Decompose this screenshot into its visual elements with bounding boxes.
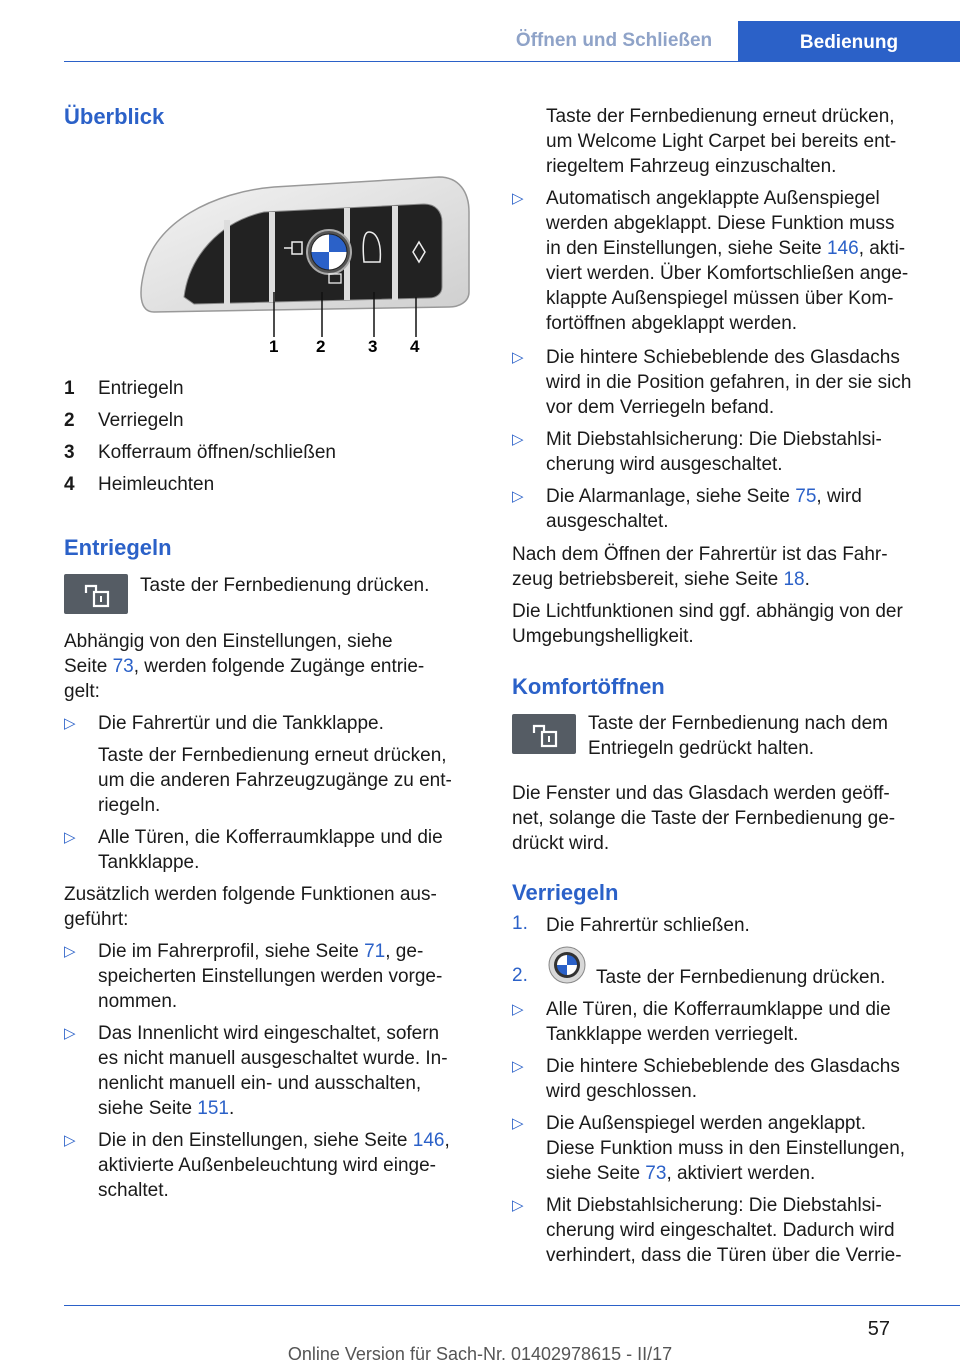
paragraph: Nach dem Öffnen der Fahrertür ist das Fahr- xyxy=(512,544,888,565)
unlock-button-icon xyxy=(512,714,576,754)
paragraph: siehe Seite 73, aktiviert werden. xyxy=(546,1163,816,1184)
paragraph: Zusätzlich werden folgende Funktionen aus- xyxy=(64,884,437,905)
paragraph: Diese Funktion muss in den Einstellungen, xyxy=(546,1138,906,1159)
paragraph: klappte Außenspiegel müssen über Kom- xyxy=(546,288,894,309)
comfort-heading: Komfortöffnen xyxy=(512,674,665,699)
paragraph: cherung wird ausgeschaltet. xyxy=(546,454,783,475)
page-link[interactable]: 146 xyxy=(412,1130,445,1151)
bmw-button-icon xyxy=(548,946,586,984)
bullet-marker-icon: ▷ xyxy=(512,1197,524,1214)
page-link[interactable]: 73 xyxy=(112,656,134,677)
figure-label-1: 1 xyxy=(269,337,279,356)
paragraph: speicherten Einstellungen werden vorge- xyxy=(98,966,443,987)
legend-text: Heimleuchten xyxy=(98,474,215,495)
header-divider xyxy=(64,61,960,62)
page-link[interactable]: 71 xyxy=(364,941,386,962)
bullet-marker-icon: ▷ xyxy=(64,943,76,960)
legend-num: 4 xyxy=(64,474,75,495)
paragraph: Umgebungshelligkeit. xyxy=(512,626,694,647)
paragraph: es nicht manuell ausgeschaltet wurde. In- xyxy=(98,1048,448,1069)
paragraph: vor dem Verriegeln befand. xyxy=(546,397,775,418)
page-link[interactable]: 18 xyxy=(783,569,805,590)
overview-heading: Überblick xyxy=(64,104,165,129)
paragraph: siehe Seite 151. xyxy=(98,1098,235,1119)
paragraph: Die Fenster und das Glasdach werden geöff- xyxy=(512,783,890,804)
paragraph: Taste der Fernbedienung nach dem xyxy=(588,713,888,734)
paragraph: Die Fahrertür schließen. xyxy=(546,915,750,936)
paragraph: drückt wird. xyxy=(512,833,610,854)
bullet-marker-icon: ▷ xyxy=(64,1132,76,1149)
paragraph: Taste der Fernbedienung drücken. xyxy=(596,967,886,988)
paragraph: fortöffnen abgeklappt werden. xyxy=(546,313,798,334)
online-version-note: Online Version für Sach-Nr. 01402978615 - II/17 xyxy=(287,1344,673,1364)
paragraph: werden abgeklappt. Diese Funktion muss xyxy=(546,213,895,234)
page-link[interactable]: 151 xyxy=(197,1098,229,1119)
step-number: 2. xyxy=(512,965,528,986)
paragraph: ausgeschaltet. xyxy=(546,511,669,532)
paragraph: wird geschlossen. xyxy=(546,1081,698,1102)
paragraph: geführt: xyxy=(64,909,129,930)
bullet-marker-icon: ▷ xyxy=(64,715,76,732)
legend-text: Kofferraum öffnen/schließen xyxy=(98,442,336,463)
figure-label-3: 3 xyxy=(368,337,378,356)
bullet-marker-icon: ▷ xyxy=(512,349,524,366)
paragraph: Taste der Fernbedienung erneut drücken, xyxy=(546,106,895,127)
paragraph: viert werden. Über Komfortschließen ange- xyxy=(546,263,909,284)
paragraph: gelt: xyxy=(64,681,100,702)
header-tab: Bedienung xyxy=(738,21,960,62)
legend-num: 1 xyxy=(64,378,75,399)
figure-label-4: 4 xyxy=(410,337,420,356)
legend-text: Verriegeln xyxy=(98,410,184,431)
paragraph: um Welcome Light Carpet bei bereits ent- xyxy=(546,131,897,152)
step-number: 1. xyxy=(512,913,528,934)
bullet-marker-icon: ▷ xyxy=(512,1058,524,1075)
paragraph: zeug betriebsbereit, siehe Seite 18. xyxy=(512,569,810,590)
paragraph: in den Einstellungen, siehe Seite 146, akti- xyxy=(546,238,906,259)
bullet-marker-icon: ▷ xyxy=(512,431,524,448)
page-header xyxy=(0,0,960,62)
bullet-marker-icon: ▷ xyxy=(512,1115,524,1132)
paragraph: Die Lichtfunktionen sind ggf. abhängig von der xyxy=(512,601,903,622)
footer-divider xyxy=(64,1305,960,1306)
legend-num: 3 xyxy=(64,442,75,463)
unlock-button-icon xyxy=(64,574,128,614)
unlock-heading: Entriegeln xyxy=(64,535,172,560)
paragraph: net, solange die Taste der Fernbedienung ge- xyxy=(512,808,896,829)
paragraph: Taste der Fernbedienung erneut drücken, xyxy=(98,745,447,766)
legend-num: 2 xyxy=(64,410,75,431)
bullet-marker-icon: ▷ xyxy=(512,488,524,505)
paragraph: wird in die Position gefahren, in der sie sich xyxy=(546,372,912,393)
paragraph: schaltet. xyxy=(98,1180,169,1201)
page-number: 57 xyxy=(867,1318,890,1340)
paragraph: aktivierte Außenbeleuchtung wird einge- xyxy=(98,1155,436,1176)
bullet-marker-icon: ▷ xyxy=(64,1025,76,1042)
paragraph: verhindert, dass die Türen über die Verrie- xyxy=(546,1245,902,1266)
figure-label-2: 2 xyxy=(316,337,326,356)
bullet-marker-icon: ▷ xyxy=(512,1001,524,1018)
key-fob-figure xyxy=(124,172,484,357)
bullet-marker-icon: ▷ xyxy=(64,829,76,846)
paragraph: nenlicht manuell ein- und ausschalten, xyxy=(98,1073,422,1094)
legend-text: Entriegeln xyxy=(98,378,184,399)
paragraph: Tankklappe. xyxy=(98,852,200,873)
paragraph: riegeltem Fahrzeug einzuschalten. xyxy=(546,156,837,177)
paragraph: Abhängig von den Einstellungen, siehe xyxy=(64,631,393,652)
page-link[interactable]: 73 xyxy=(645,1163,667,1184)
paragraph: nommen. xyxy=(98,991,178,1012)
page-link[interactable]: 75 xyxy=(795,486,817,507)
page-link[interactable]: 146 xyxy=(826,238,859,259)
paragraph: Seite 73, werden folgende Zugänge entrie- xyxy=(64,656,425,677)
unlock-key-text: Taste der Fernbedienung drücken. xyxy=(140,575,430,596)
header-section-title: Öffnen und Schließen xyxy=(515,30,713,51)
bullet-marker-icon: ▷ xyxy=(512,190,524,207)
paragraph: Entriegeln gedrückt halten. xyxy=(588,738,815,759)
paragraph: Tankklappe werden verriegelt. xyxy=(546,1024,799,1045)
paragraph: cherung wird eingeschaltet. Dadurch wird xyxy=(546,1220,895,1241)
paragraph: riegeln. xyxy=(98,795,161,816)
paragraph: um die anderen Fahrzeugzugänge zu ent- xyxy=(98,770,452,791)
lock-heading: Verriegeln xyxy=(512,880,619,905)
